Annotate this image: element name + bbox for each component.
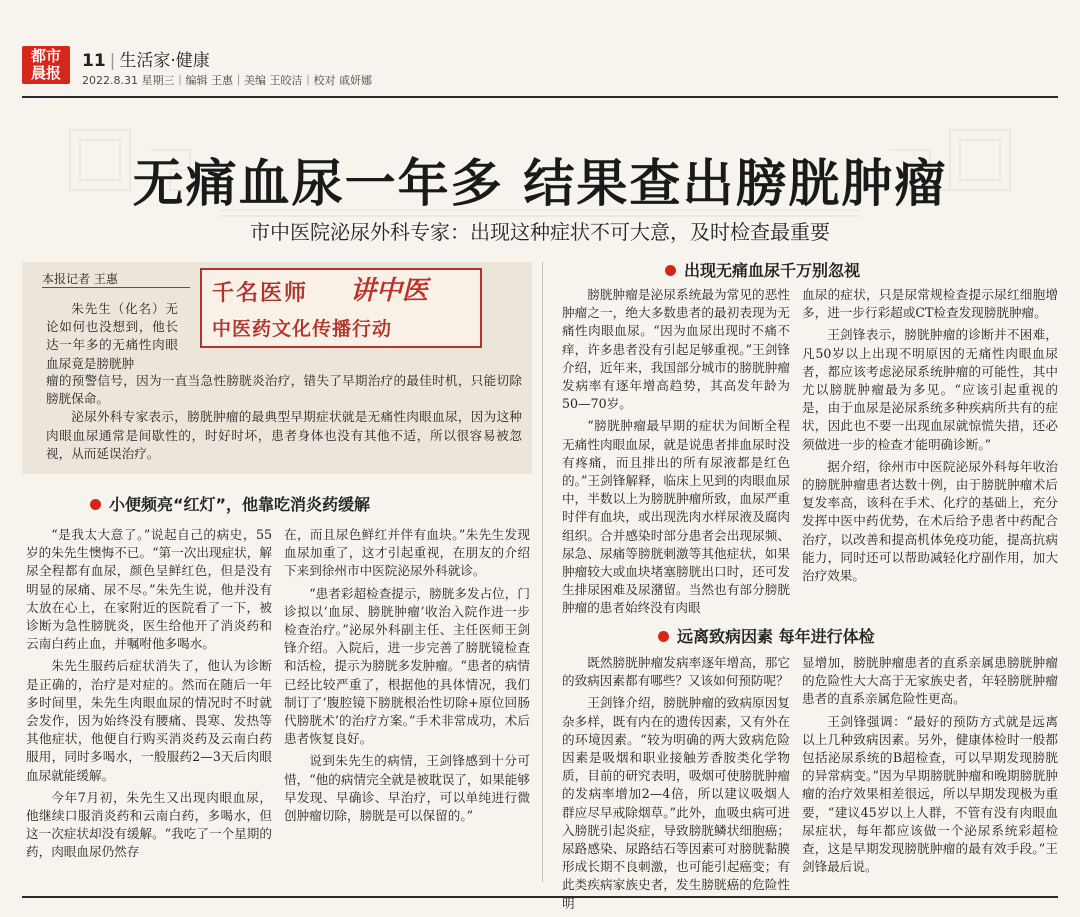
logo-line-1: 都市 <box>30 47 61 65</box>
page-number: 11 <box>82 51 106 71</box>
column-divider <box>542 262 543 882</box>
bullet-dot-icon <box>658 631 669 642</box>
paragraph: 据介绍，徐州市中医院泌尿外科每年收治的膀胱肿瘤患者达数十例，由于膀胱肿瘤术后复发率高，该科在手术、化疗的基础上，充分发挥中医中药优势，在术后给予患者中药配合治疗，以改善和提高机体免疫功能，提高抗病能力，同时还可以帮助减轻化疗副作用，加大治疗效果。 <box>802 458 1058 584</box>
section-heading-1-text: 小便频亮“红灯”，他靠吃消炎药缓解 <box>109 495 371 514</box>
paragraph: “患者彩超检查提示，膀胱多发占位，门诊拟以‘血尿、膀胱肿瘤’收治入院作进一步检查治疗。”泌尿外科副主任、主任医师王剑锋介绍。入院后，进一步完善了膀胱镜检查和活检，提示为膀胱多发肿瘤。“患者的病情已经比较严重了，根据他的具体情况，我们制订了‘腹腔镜下膀胱根治性切除+原位回肠代膀胱术’的治疗方案。”手术非常成功，术后患者恢复良好。 <box>284 585 530 747</box>
column-5 <box>562 654 790 917</box>
section-heading-2 <box>665 258 860 281</box>
intro-paragraph-1: 朱先生（化名）无论如何也没想到，他长达一年多的无痛性肉眼血尿竟是膀胱肿 <box>46 301 178 371</box>
reporter-byline: 本报记者 王惠 <box>42 272 118 286</box>
paragraph: 王剑锋介绍，膀胱肿瘤的致病原因复杂多样，既有内在的遗传因素，又有外在的环境因素。“较为明确的两大致病危险因素是吸烟和职业接触芳香胺类化学物质，目前的研究表明，吸烟可使膀胱肿瘤的发病率增加2—4倍，所以建议吸烟人群应尽早戒除烟草。”此外，血吸虫病可进入膀胱引起炎症，导致膀胱鳞状细胞癌；尿路感染、尿路结石等因素可对膀胱黏膜形成长期不良刺激，也可能引起癌变；有此类疾病家族史者，发生膀胱癌的危险性明 <box>562 695 790 911</box>
bullet-dot-icon <box>90 499 101 510</box>
paragraph: 在，而且尿色鲜红并伴有血块。”朱先生发现血尿加重了，这才引起重视，在朋友的介绍下来到徐州市中医院泌尿外科就诊。 <box>284 527 530 579</box>
section-heading-1 <box>90 492 370 515</box>
separator: | <box>109 51 116 71</box>
stamp-subtitle: 中医药文化传播行动 <box>212 318 393 340</box>
campaign-stamp <box>200 268 482 348</box>
section-heading-3 <box>658 624 875 647</box>
paragraph: 说到朱先生的病情，王剑锋感到十分可惜，“他的病情完全就是被耽误了，如果能够早发现、早确诊、早治疗，可以单纯进行微创肿瘤切除，膀胱是可以保留的。” <box>284 753 530 824</box>
paragraph: 朱先生服药后症状消失了，他认为诊断是正确的，治疗是对症的。然而在随后一年多时间里，朱先生肉眼血尿的情况时不时就会发作，因为始终没有腰痛、畏寒、发热等其他症状，他便自行购买消炎药及云南白药服用，同时多喝水，一般服药2—3天后肉眼血尿就能缓解。 <box>26 658 272 783</box>
footer-rule <box>22 896 1058 898</box>
headline: 无痛血尿一年多 结果查出膀胱肿瘤 <box>132 155 948 214</box>
bullet-dot-icon <box>665 265 676 276</box>
paragraph: 血尿的症状，只是尿常规检查提示尿红细胞增多，进一步行彩超或CT检查发现膀胱肿瘤。 <box>802 287 1058 321</box>
paragraph: 今年7月初，朱先生又出现肉眼血尿，他继续口服消炎药和云南白药，多喝水，但这一次症状却没有缓解。“我吃了一个星期的药，肉眼血尿仍然存 <box>26 789 272 860</box>
byline-rule <box>42 287 190 288</box>
page-header <box>82 46 210 71</box>
paragraph: 王剑锋强调：“最好的预防方式就是远离以上几种致病因素。另外，健康体检时一般都包括泌尿系统的B超检查，可以早期发现膀胱的异常病变。”因为早期膀胱肿瘤和晚期膀胱肿瘤的治疗效果相差很远，所以早期发现极为重要，“建议45岁以上人群，不管有没有肉眼血尿症状，每年都应该做一个泌尿系统彩超检查，这是早期发现膀胱肿瘤的最有效手段。”王剑锋最后说。 <box>802 713 1058 875</box>
intro-rest <box>46 372 522 463</box>
section-heading-3-text: 远离致病因素 每年进行体检 <box>677 627 875 646</box>
paragraph: 膀胱肿瘤是泌尿系统最为常见的恶性肿瘤之一，绝大多数患者的最初表现为无痛性肉眼血尿。“因为血尿出现时不痛不痒，许多患者没有引起足够重视。”王剑锋介绍，近年来，我国部分城市的膀胱肿瘤发病率有逐年增高趋势，其高发年龄为50—70岁。 <box>562 287 790 412</box>
column-1 <box>26 526 272 866</box>
subheadline: 市中医院泌尿外科专家：出现这种症状不可大意，及时检查最重要 <box>250 220 830 244</box>
paragraph: “是我太大意了。”说起自己的病史，55岁的朱先生懊悔不已。“第一次出现症状，解尿全程都有血尿，颜色呈鲜红色，但是没有明显的尿痛、尿不尽。”朱先生说，他并没有太放在心上，在家附近的医院看了一下，被诊断为急性膀胱炎，医生给他开了消炎药和云南白药止血，并嘱咐他多喝水。 <box>26 527 272 652</box>
header-rule <box>22 96 1058 98</box>
stamp-script: 讲中医 <box>350 276 429 306</box>
column-4 <box>802 286 1058 589</box>
issue-info: 2022.8.31 星期三｜编辑 王惠｜美编 王皎洁｜校对 戚妍娜 <box>82 74 372 87</box>
paragraph: 王剑锋表示，膀胱肿瘤的诊断并不困难，凡50岁以上出现不明原因的无痛性肉眼血尿者，都应该考虑泌尿系统肿瘤的可能性，其中尤以膀胱肿瘤最为多见。“应该引起重视的是，由于血尿是泌尿系统多种疾病所共有的症状，因此也不要一出现血尿就惊慌失措，还必须做进一步的检查才能明确诊断。” <box>802 327 1058 452</box>
newspaper-logo <box>22 46 70 84</box>
column-2 <box>284 526 530 829</box>
paragraph: “膀胱肿瘤最早期的症状为间断全程无痛性肉眼血尿，就是说患者排血尿时没有疼痛，而且排出的所有尿液都是红色的。”王剑锋解释，临床上见到的肉眼血尿中，半数以上为膀胱肿瘤所致，血尿严重时伴有血块，或出现洗肉水样尿液及腐肉组织。合并感染时部分患者会出现尿频、尿急、尿痛等膀胱刺激等其他症状，如果肿瘤较大或血块堵塞膀胱出口时，还可发生排尿困难及尿潴留。当然也有部分膀胱肿瘤的患者始终没有肉眼 <box>562 418 790 616</box>
column-3 <box>562 286 790 622</box>
logo-line-2: 晨报 <box>30 64 61 82</box>
section-heading-2-text: 出现无痛血尿千万别忽视 <box>684 261 861 280</box>
paragraph: 显增加，膀胱肿瘤患者的直系亲属患膀胱肿瘤的危险性大大高于无家族史者，年轻膀胱肿瘤患者的直系亲属危险性更高。 <box>802 655 1058 707</box>
stamp-title: 千名医师 <box>212 281 309 306</box>
intro-paragraph-2: 泌尿外科专家表示，膀胱肿瘤的最典型早期症状就是无痛性肉眼血尿，因为这种肉眼血尿通常是间歇性的，时好时坏，患者身体也没有其他不适，所以很容易被忽视，从而延误治疗。 <box>46 409 522 461</box>
intro-paragraph-1-cont: 瘤的预警信号，因为一直当急性膀胱炎治疗，错失了早期治疗的最佳时机，只能切除膀胱保命。 <box>46 373 522 407</box>
column-6 <box>802 654 1058 880</box>
paragraph: 既然膀胱肿瘤发病率逐年增高，那它的致病因素都有哪些？又该如何预防呢？ <box>562 655 790 689</box>
section-name: 生活家·健康 <box>119 51 210 71</box>
